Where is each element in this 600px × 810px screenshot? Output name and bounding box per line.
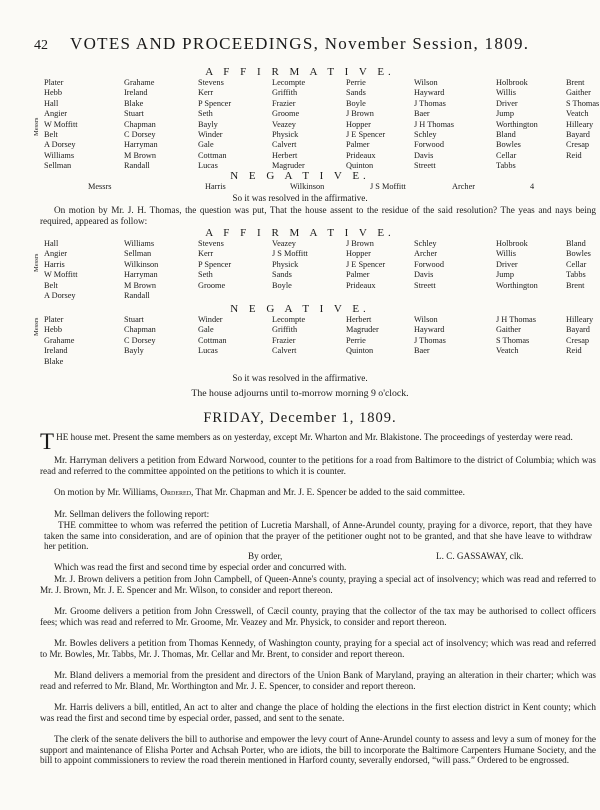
- member-name: P Spencer: [198, 259, 232, 269]
- by-order: By order,: [248, 551, 283, 561]
- member-name: Perrie: [346, 335, 366, 345]
- member-name: Seth: [198, 109, 213, 119]
- member-name: Sands: [346, 88, 366, 98]
- paragraph-9: Mr. Bowles delivers a petition from Thomas Kennedy, of Washington county, praying for a special act of insolvency; which was read and referred to Mr. Bowles, Mr. Tabbs, Mr. J. Thomas, Mr. Cellar and Mr. Brent, to consider and report thereon.: [40, 638, 596, 659]
- member-name: Herbert: [346, 315, 372, 324]
- adjourn-notice: The house adjourns until to-morrow morning 9 o'clock.: [191, 388, 409, 399]
- member-name: Sellman: [44, 161, 72, 171]
- member-name: Boyle: [346, 98, 366, 108]
- member-name: Worthington: [496, 119, 538, 129]
- member-name: Bowles: [566, 249, 591, 259]
- members-label-2: Messrs: [33, 253, 40, 272]
- paragraph-4: Mr. Sellman delivers the following report:: [54, 509, 210, 519]
- report-paragraph: THE committee to whom was referred the petition of Lucretia Marshall, of Anne-Arundel county, praying for a divorce, report, that they have taken the same into consideration, and are of opinion that the prayer of the petitioner ought not to be granted, and that she have leave to withdraw her petition.: [44, 520, 592, 552]
- member-name: Archer: [414, 249, 438, 259]
- affirmative-heading-1: A F F I R M A T I V E.: [205, 66, 395, 78]
- paragraph-10: Mr. Bland delivers a memorial from the president and directors of the Union Bank of Maryland, praying an alteration in their charter; which was read and referred to Mr. Bland, Mr. Worthington and Mr. J. E. Spencer, to consider and report thereon.: [40, 670, 596, 691]
- member-name: Angier: [44, 109, 68, 119]
- member-name: Wilkinson: [124, 259, 159, 269]
- member-name: Archer: [452, 182, 476, 191]
- member-name: Calvert: [272, 346, 297, 356]
- member-name: Veazey: [272, 239, 296, 248]
- drop-cap: T: [40, 429, 55, 454]
- name-column: [124, 78, 158, 172]
- member-name: Baer: [414, 346, 430, 356]
- member-name: Sellman: [124, 249, 152, 259]
- name-column: [566, 78, 599, 161]
- name-column: [124, 239, 158, 301]
- member-name: Perrie: [346, 78, 366, 87]
- member-name: J Brown: [346, 239, 374, 248]
- clerk-signature: L. C. GASSAWAY, clk.: [436, 551, 524, 561]
- vote2-affirmative-names: [44, 239, 600, 303]
- name-column: [496, 239, 538, 291]
- member-name: C Dorsey: [124, 335, 156, 345]
- ordered-label: Ordered,: [160, 487, 194, 497]
- member-name: Forwood: [414, 140, 444, 150]
- member-name: J S Moffitt: [370, 182, 406, 191]
- page-header: [34, 34, 572, 56]
- member-name: A Dorsey: [44, 291, 76, 301]
- member-name: J H Thomas: [496, 315, 536, 324]
- member-name: W Moffitt: [44, 119, 78, 129]
- member-name: Physick: [272, 130, 299, 140]
- member-name: Seth: [198, 270, 213, 280]
- member-name: Griffith: [272, 325, 298, 335]
- name-column: [496, 315, 536, 357]
- member-name: Schley: [414, 239, 437, 248]
- member-name: M Brown: [124, 280, 157, 290]
- member-name: Hebb: [44, 88, 62, 98]
- member-name: Bayard: [566, 130, 590, 140]
- member-name: Cresap: [566, 335, 590, 345]
- member-name: 4: [530, 182, 535, 191]
- member-name: Quinton: [346, 346, 374, 356]
- member-name: Magruder: [346, 325, 379, 335]
- member-name: Bland: [566, 239, 586, 248]
- member-name: Frazier: [272, 98, 296, 108]
- member-name: Plater: [44, 315, 64, 324]
- member-name: Streett: [414, 161, 436, 171]
- member-name: Lecompte: [272, 315, 306, 324]
- member-name: Herbert: [272, 150, 298, 160]
- member-name: Chapman: [124, 119, 156, 129]
- paragraph-12: The clerk of the senate delivers the bill to authorise and empower the levy court of Anne-Arundel county to assess and levy a sum of money for the support and maintenance of Elisha Porter and Achsah Porter, who are idiots, the bill to incorporate the Baltimore Carpenters Humane Society, and the bill to appoint commissioners to review the road therein mentioned in Harford county, severally endorsed, “will pass.” Ordered to be engrossed.: [40, 734, 596, 766]
- member-name: Hayward: [414, 325, 445, 335]
- name-column: [346, 78, 385, 172]
- member-name: Angier: [44, 249, 68, 259]
- vote1-affirmative-names: [44, 78, 600, 174]
- member-name: Willis: [496, 249, 516, 259]
- member-name: Palmer: [346, 140, 370, 150]
- member-name: Schley: [414, 130, 437, 140]
- member-name: Forwood: [414, 259, 444, 269]
- name-column: [346, 315, 379, 357]
- paragraph-2: Mr. Harryman delivers a petition from Edward Norwood, counter to the petitions for a road from Baltimore to the district of Columbia; which was read and referred to the committee appointed on the petitions to which it is counter.: [40, 455, 596, 476]
- page-title: VOTES AND PROCEEDINGS, November Session, 1809.: [70, 34, 530, 53]
- member-name: Cresap: [566, 140, 590, 150]
- page-number: 42: [34, 38, 48, 53]
- member-name: Brent: [566, 78, 585, 87]
- member-name: Groome: [198, 280, 226, 290]
- member-name: Tabbs: [566, 270, 586, 280]
- paragraph-1: THE house met. Present the same members as on yesterday, except Mr. Wharton and Mr. Blakistone. The proceedings of yesterday were read.: [40, 429, 573, 454]
- member-name: Wilson: [414, 315, 438, 324]
- member-name: Randall: [124, 291, 150, 301]
- member-name: J H Thomas: [414, 119, 454, 129]
- member-name: Williams: [44, 150, 75, 160]
- member-name: Bayly: [198, 119, 218, 129]
- name-column: [124, 315, 156, 357]
- name-column: [566, 315, 593, 357]
- member-name: Blake: [124, 98, 144, 108]
- member-name: Jump: [496, 109, 514, 119]
- vote1-result: So it was resolved in the affirmative.: [232, 193, 368, 203]
- member-name: Boyle: [272, 280, 292, 290]
- member-name: Hopper: [346, 119, 371, 129]
- member-name: J Thomas: [414, 335, 446, 345]
- member-name: Palmer: [346, 270, 370, 280]
- name-column: [414, 239, 444, 291]
- vote2-negative-names: [44, 315, 600, 369]
- name-column: [44, 315, 74, 367]
- member-name: Gaither: [566, 88, 591, 98]
- motion-paragraph: On motion by Mr. J. H. Thomas, the question was put, That the house assent to the residue of the said resolution? The yeas and nays being required, appeared as follow:: [40, 205, 596, 226]
- member-name: Magruder: [272, 161, 305, 171]
- member-name: S Thomas: [496, 335, 530, 345]
- member-name: Winder: [198, 315, 223, 324]
- member-name: C Dorsey: [124, 130, 156, 140]
- negative-heading-2: N E G A T I V E.: [230, 303, 370, 315]
- member-name: Harryman: [124, 270, 158, 280]
- member-name: Stuart: [124, 109, 144, 119]
- name-column: [566, 239, 591, 291]
- member-name: Lecompte: [272, 78, 306, 87]
- member-name: Bland: [496, 130, 516, 140]
- member-name: J E Spencer: [346, 130, 386, 140]
- member-name: Prideaux: [346, 150, 376, 160]
- member-name: Jump: [496, 270, 514, 280]
- name-column: [272, 78, 305, 172]
- member-name: P Spencer: [198, 98, 232, 108]
- member-name: Stevens: [198, 78, 224, 87]
- member-name: Gale: [198, 325, 214, 335]
- member-name: Lucas: [198, 161, 218, 171]
- member-name: Grahame: [124, 78, 155, 87]
- member-name: Streett: [414, 280, 436, 290]
- member-name: Cottman: [198, 150, 227, 160]
- member-name: Driver: [496, 259, 518, 269]
- members-label-1: Messrs: [33, 117, 40, 136]
- member-name: M Brown: [124, 150, 157, 160]
- member-name: Bowles: [496, 140, 521, 150]
- member-name: Kerr: [198, 249, 214, 259]
- member-name: Kerr: [198, 88, 214, 98]
- name-column: [272, 315, 305, 357]
- member-name: J E Spencer: [346, 259, 386, 269]
- member-name: Veatch: [566, 109, 589, 119]
- name-column: [496, 78, 538, 172]
- member-name: Driver: [496, 98, 518, 108]
- member-name: Holbrook: [496, 239, 528, 248]
- member-name: Winder: [198, 130, 223, 140]
- paragraph-3: On motion by Mr. Williams, Ordered, That Mr. Chapman and Mr. J. E. Spencer be added to the said committee.: [54, 487, 465, 497]
- name-column: [44, 239, 78, 301]
- member-name: Gale: [198, 140, 214, 150]
- member-name: Harryman: [124, 140, 158, 150]
- member-name: Harris: [205, 182, 226, 191]
- member-name: Hilleary: [566, 119, 594, 129]
- day-heading: FRIDAY, December 1, 1809.: [203, 410, 397, 426]
- member-name: Chapman: [124, 325, 156, 335]
- member-name: Hopper: [346, 249, 371, 259]
- member-name: Lucas: [198, 346, 218, 356]
- members-label-3: Messrs: [33, 317, 40, 336]
- negative-heading-1: N E G A T I V E.: [230, 170, 370, 182]
- member-name: Hebb: [44, 325, 62, 335]
- member-name: Hayward: [414, 88, 445, 98]
- name-column: [198, 315, 227, 357]
- member-name: Hall: [44, 239, 59, 248]
- member-name: Veazey: [272, 119, 296, 129]
- member-name: Wilkinson: [290, 182, 325, 191]
- name-column: [346, 239, 385, 291]
- member-name: Davis: [414, 270, 434, 280]
- affirmative-heading-2: A F F I R M A T I V E.: [205, 227, 395, 239]
- paragraph-11: Mr. Harris delivers a bill, entitled, An act to alter and change the place of holding the elections in the first election district in Kent county; which was read the first and second time by especial order, passed, and sent to the senate.: [40, 702, 596, 723]
- member-name: Cellar: [566, 259, 587, 269]
- member-name: A Dorsey: [44, 140, 76, 150]
- name-column: [44, 78, 78, 172]
- member-name: J Thomas: [414, 98, 446, 108]
- member-name: Tabbs: [496, 161, 516, 171]
- member-name: Reid: [566, 150, 582, 160]
- member-name: Harris: [44, 259, 65, 269]
- member-name: Worthington: [496, 280, 538, 290]
- member-name: J Brown: [346, 109, 374, 119]
- member-name: S Thomas: [566, 98, 600, 108]
- member-name: Blake: [44, 356, 64, 366]
- member-name: Randall: [124, 161, 150, 171]
- member-name: Baer: [414, 109, 430, 119]
- member-name: Groome: [272, 109, 300, 119]
- member-name: Cottman: [198, 335, 227, 345]
- member-name: Physick: [272, 259, 299, 269]
- member-name: Davis: [414, 150, 434, 160]
- name-column: [414, 78, 454, 172]
- member-name: Holbrook: [496, 78, 528, 87]
- member-name: Griffith: [272, 88, 298, 98]
- member-name: Quinton: [346, 161, 374, 171]
- member-name: Gaither: [496, 325, 521, 335]
- member-name: Bayly: [124, 346, 144, 356]
- member-name: J S Moffitt: [272, 249, 308, 259]
- member-name: Sands: [272, 270, 292, 280]
- member-name: Calvert: [272, 140, 297, 150]
- member-name: Hilleary: [566, 315, 594, 324]
- member-name: Hall: [44, 98, 59, 108]
- member-name: Reid: [566, 346, 582, 356]
- name-column: [414, 315, 446, 357]
- member-name: Prideaux: [346, 280, 376, 290]
- member-name: Stuart: [124, 315, 144, 324]
- member-name: Grahame: [44, 335, 75, 345]
- member-name: Ireland: [124, 88, 148, 98]
- member-name: Brent: [566, 280, 585, 290]
- member-name: W Moffitt: [44, 270, 78, 280]
- name-column: [198, 239, 231, 291]
- vote2-result: So it was resolved in the affirmative.: [232, 373, 368, 383]
- member-name: Wilson: [414, 78, 438, 87]
- member-name: Bayard: [566, 325, 590, 335]
- member-name: Belt: [44, 130, 58, 140]
- name-column: [272, 239, 308, 291]
- member-name: Willis: [496, 88, 516, 98]
- member-name: Plater: [44, 78, 64, 87]
- member-name: Frazier: [272, 335, 296, 345]
- paragraph-7: Mr. J. Brown delivers a petition from John Campbell, of Queen-Anne's county, praying a special act of insolvency; which was read and referred to Mr. J. Brown, Mr. J. E. Spencer and Mr. Wilson, to consider and report thereon.: [40, 574, 596, 595]
- member-name: Veatch: [496, 346, 519, 356]
- member-name: Stevens: [198, 239, 224, 248]
- member-name: Messrs: [88, 182, 112, 191]
- member-name: Cellar: [496, 150, 517, 160]
- name-column: [198, 78, 231, 172]
- member-name: Williams: [124, 239, 155, 248]
- member-name: Belt: [44, 280, 58, 290]
- member-name: Ireland: [44, 346, 68, 356]
- paragraph-6: Which was read the first and second time by especial order and concurred with.: [54, 562, 347, 572]
- paragraph-8: Mr. Groome delivers a petition from John Cresswell, of Cæcil county, praying that the collector of the tax may be authorised to collect officers fees; which was read and referred to Mr. Groome, Mr. Veazey and Mr. Physick, to consider and report thereon.: [40, 606, 596, 627]
